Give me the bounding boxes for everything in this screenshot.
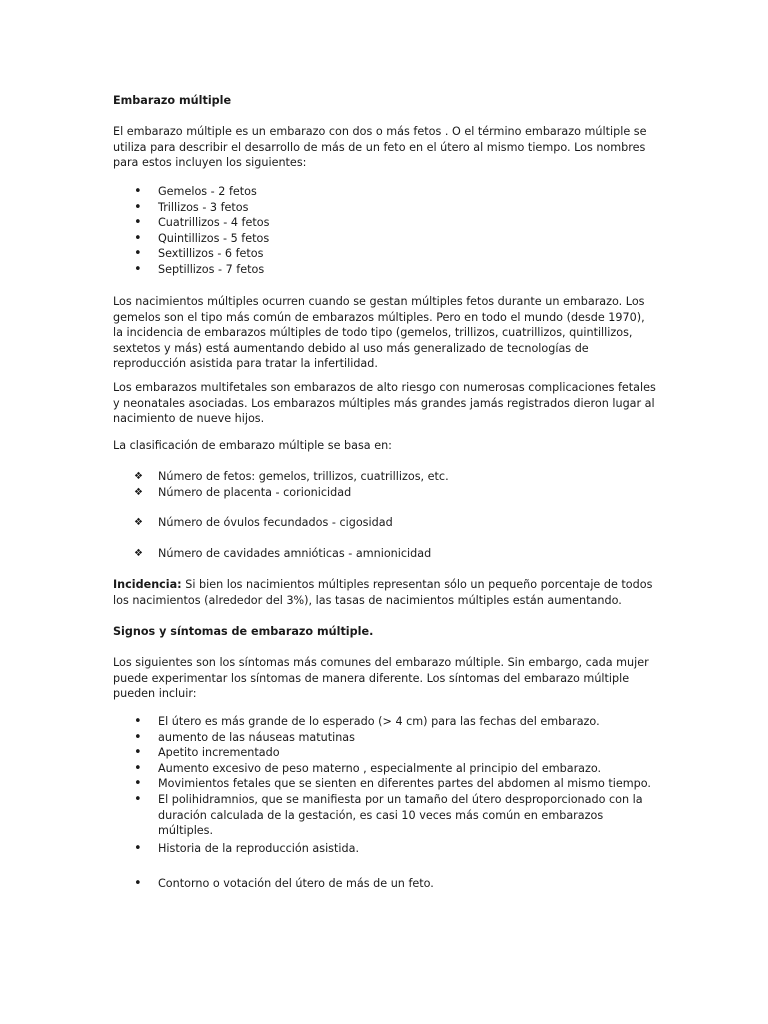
diamond-bullet-icon: ❖ — [134, 471, 143, 482]
list-item: ❖ Número de placenta - corionicidad — [134, 485, 352, 499]
bullet-icon: • — [134, 199, 142, 215]
intro-paragraph: El embarazo múltiple es un embarazo con dos o más fetos . O el término embarazo múltiple se utiliza para describir el desarrollo de más de un feto en el útero al mismo tiempo. Los nombres para estos incluyen los siguientes: — [113, 125, 647, 170]
bullet-icon: • — [134, 729, 142, 745]
bullet-icon: • — [134, 776, 142, 792]
births-paragraph: Los nacimientos múltiples ocurren cuando se gestan múltiples fetos durante un embarazo. Los gemelos son el tipo más común de embarazos múltiples. Pero en todo el mundo (desde 1970), la incidencia de embarazos múltiples de todo tipo (gemelos, trillizos, cuatrillizos, quintillizos, sextetos y más) está aumentando debido al uso más generalizado de tecnologías de reproducción asistida para tratar la infertilidad. — [113, 295, 645, 371]
incidence-label: Incidencia: — [113, 578, 182, 591]
diamond-bullet-icon: ❖ — [134, 517, 143, 528]
bullet-icon: • — [134, 791, 142, 807]
risk-paragraph: Los embarazos multifetales son embarazos de alto riesgo con numerosas complicaciones fetales y neonatales asociadas. Los embarazos múltiples más grandes jamás registrados dieron lugar al nacimiento de nueve hijos. — [113, 381, 656, 426]
classification-list-2 — [113, 515, 658, 531]
list-item: • Septillizos - 7 fetos — [134, 261, 265, 277]
list-item: • Trillizos - 3 fetos — [134, 199, 249, 215]
list-item: • aumento de las náuseas matutinas — [134, 729, 355, 745]
classification-list-3 — [113, 546, 658, 562]
list-item: • Gemelos - 2 fetos — [134, 184, 257, 199]
list-item: • Cuatrillizos - 4 fetos — [134, 215, 270, 231]
bullet-icon: • — [134, 841, 142, 856]
symptoms-extra-2 — [113, 876, 658, 892]
bullet-icon: • — [134, 261, 142, 277]
bullet-icon: • — [134, 876, 142, 891]
bullet-icon: • — [134, 215, 142, 231]
bullet-icon: • — [134, 714, 142, 729]
list-item: • El útero es más grande de lo esperado (> 4 cm) para las fechas del embarazo. — [134, 714, 600, 729]
list-item: ❖ Número de óvulos fecundados - cigosidad — [134, 516, 393, 529]
symptoms-extra-1 — [113, 841, 658, 857]
list-item: • Contorno o votación del útero de más de un feto. — [134, 876, 434, 891]
list-item: • El polihidramnios, que se manifiesta por un tamaño del útero desproporcionado con la duración calculada de la gestación, es casi 10 veces más común en embarazos múltiples. — [134, 791, 643, 838]
incidence-paragraph — [113, 577, 658, 608]
bullet-icon: • — [134, 760, 142, 776]
diamond-bullet-icon: ❖ — [134, 548, 143, 559]
list-item: • Apetito incrementado — [134, 745, 280, 761]
bullet-icon: • — [134, 745, 142, 761]
bullet-icon: • — [134, 184, 142, 199]
incidence-text: Si bien los nacimientos múltiples representan sólo un pequeño porcentaje de todos los nacimientos (alrededor del 3%), las tasas de nacimientos múltiples están aumentando. — [113, 578, 653, 607]
list-item: • Historia de la reproducción asistida. — [134, 841, 360, 856]
list-item: • Quintillizos - 5 fetos — [134, 230, 270, 246]
page-title: Embarazo múltiple — [113, 94, 232, 107]
symptoms-title: Signos y síntomas de embarazo múltiple. — [113, 625, 374, 638]
symptoms-list — [113, 714, 658, 839]
classification-intro: La clasificación de embarazo múltiple se basa en: — [113, 439, 392, 452]
list-item: ❖ Número de fetos: gemelos, trillizos, cuatrillizos, etc. — [134, 470, 449, 483]
diamond-bullet-icon: ❖ — [134, 486, 143, 498]
bullet-icon: • — [134, 230, 142, 246]
list-item: • Sextillizos - 6 fetos — [134, 246, 264, 262]
names-list — [113, 184, 658, 278]
list-item: ❖ Número de cavidades amnióticas - amnionicidad — [134, 547, 432, 560]
symptoms-intro: Los siguientes son los síntomas más comunes del embarazo múltiple. Sin embargo, cada mujer puede experimentar los síntomas de manera diferente. Los síntomas del embarazo múltiple pueden incluir: — [113, 656, 649, 701]
bullet-icon: • — [134, 246, 142, 262]
list-item: • Aumento excesivo de peso materno , especialmente al principio del embarazo. — [134, 760, 602, 776]
classification-list — [113, 469, 658, 500]
list-item: • Movimientos fetales que se sienten en diferentes partes del abdomen al mismo tiempo. — [134, 776, 651, 792]
